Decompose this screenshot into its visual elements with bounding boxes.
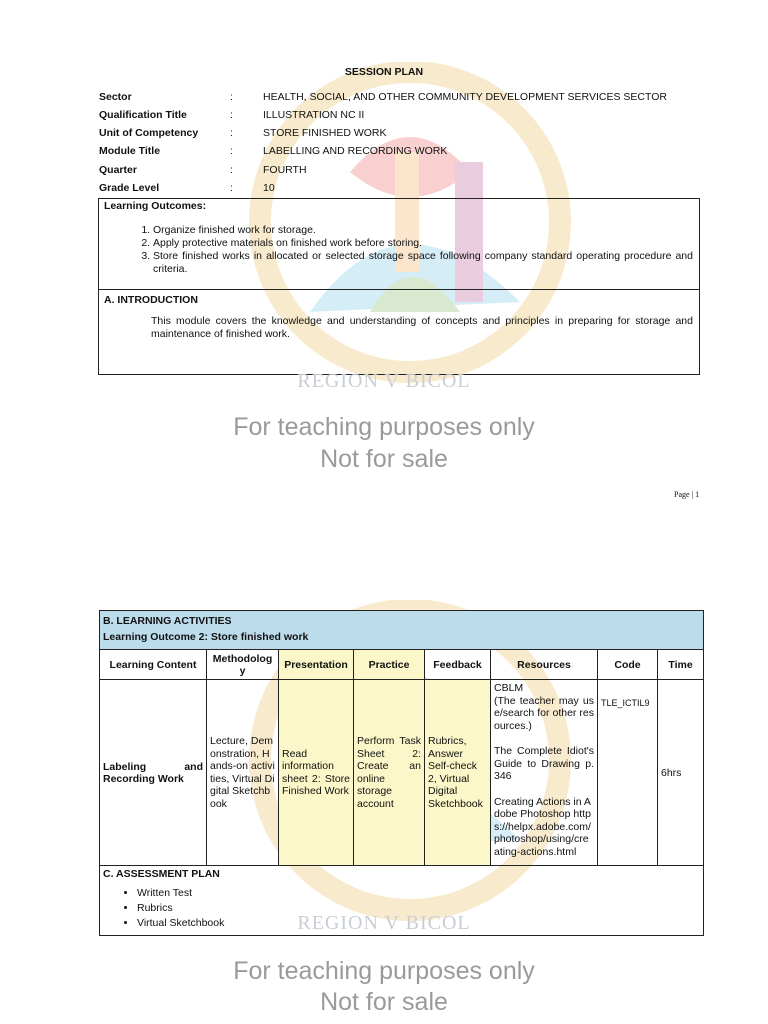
watermark-region: REGION V BICOL (297, 370, 471, 392)
cell-learning-content: Labeling and Recording Work (100, 680, 207, 866)
learning-activities-table (99, 610, 704, 936)
col-learning-content: Learning Content (100, 650, 207, 680)
qualification-label: Qualification Title (99, 109, 187, 121)
cell-time: 6hrs (658, 680, 704, 866)
section-b-heading: B. LEARNING ACTIVITIES (100, 611, 704, 630)
module-value: LABELLING AND RECORDING WORK (263, 145, 448, 157)
watermark-line1: For teaching purposes only (233, 413, 535, 441)
assessment-item: • Virtual Sketchbook (137, 916, 700, 931)
grade-label: Grade Level (99, 182, 160, 194)
page-number: Page | 1 (674, 490, 700, 499)
learning-outcomes-box (98, 198, 700, 290)
watermark-region-2: REGION V BICOL (297, 912, 471, 934)
learning-outcome-item: 1. Organize finished work for storage. (153, 224, 693, 237)
cell-resources (491, 680, 598, 866)
col-feedback: Feedback (425, 650, 491, 680)
col-resources: Resources (491, 650, 598, 680)
assessment-item: • Written Test (137, 886, 700, 901)
module-label: Module Title (99, 145, 161, 157)
cell-code: TLE_ICTIL9 (598, 680, 658, 866)
grade-value: 10 (263, 182, 275, 194)
module-colon: : (230, 145, 233, 157)
quarter-value: FOURTH (263, 164, 307, 176)
qualification-colon: : (230, 109, 233, 121)
cell-practice: Perform Task Sheet 2: Create an online storage account (354, 680, 425, 866)
quarter-colon: : (230, 164, 233, 176)
resource-item: CBLM (494, 682, 524, 694)
learning-outcome-2-heading: Learning Outcome 2: Store finished work (100, 629, 704, 650)
sector-value: HEALTH, SOCIAL, AND OTHER COMMUNITY DEVELOPMENT SERVICES SECTOR (263, 91, 667, 103)
resource-item: (The teacher may use/search for other resources.) (494, 694, 594, 732)
document-title: SESSION PLAN (344, 66, 424, 78)
watermark-line2-2: Not for sale (320, 988, 448, 1016)
col-presentation: Presentation (279, 650, 354, 680)
introduction-text: This module covers the knowledge and understanding of concepts and principles in preparing for storage and maintenance of finished work. (151, 315, 693, 340)
unit-value: STORE FINISHED WORK (263, 127, 387, 139)
cell-presentation: Read information sheet 2: Store Finished Work (279, 680, 354, 866)
qualification-value: ILLUSTRATION NC II (263, 109, 365, 121)
sector-colon: : (230, 91, 233, 103)
learning-outcome-item: 2. Apply protective materials on finished work before storing. (153, 237, 693, 250)
col-practice: Practice (354, 650, 425, 680)
watermark-line1-2: For teaching purposes only (233, 957, 535, 985)
quarter-label: Quarter (99, 164, 137, 176)
resource-item: Creating Actions in Adobe Photoshop https://helpx.adobe.com/photoshop/using/creating-actions.html (494, 795, 591, 858)
assessment-item: • Rubrics (137, 901, 700, 916)
watermark-line2: Not for sale (320, 445, 448, 473)
unit-colon: : (230, 127, 233, 139)
learning-outcomes-heading: Learning Outcomes: (104, 200, 207, 212)
section-c-heading: C. ASSESSMENT PLAN (103, 868, 220, 880)
unit-label: Unit of Competency (99, 127, 199, 139)
cell-methodology: Lecture, Demonstration, Hands-on activities, Virtual Digital Sketchbook (207, 680, 279, 866)
col-methodology: Methodology (207, 650, 279, 680)
col-code: Code (598, 650, 658, 680)
resource-item: The Complete Idiot's Guide to Drawing p. 346 (494, 745, 594, 782)
col-time: Time (658, 650, 704, 680)
introduction-box (98, 289, 700, 375)
cell-feedback: Rubrics, Answer Self-check 2, Virtual Digital Sketchbook (425, 680, 491, 866)
learning-outcomes-list (99, 224, 699, 276)
grade-colon: : (230, 182, 233, 194)
learning-outcome-item: 3. Store finished works in allocated or selected storage space following company standard operating procedure and criteria. (153, 250, 693, 276)
sector-label: Sector (99, 91, 132, 103)
introduction-heading: A. INTRODUCTION (104, 294, 198, 306)
